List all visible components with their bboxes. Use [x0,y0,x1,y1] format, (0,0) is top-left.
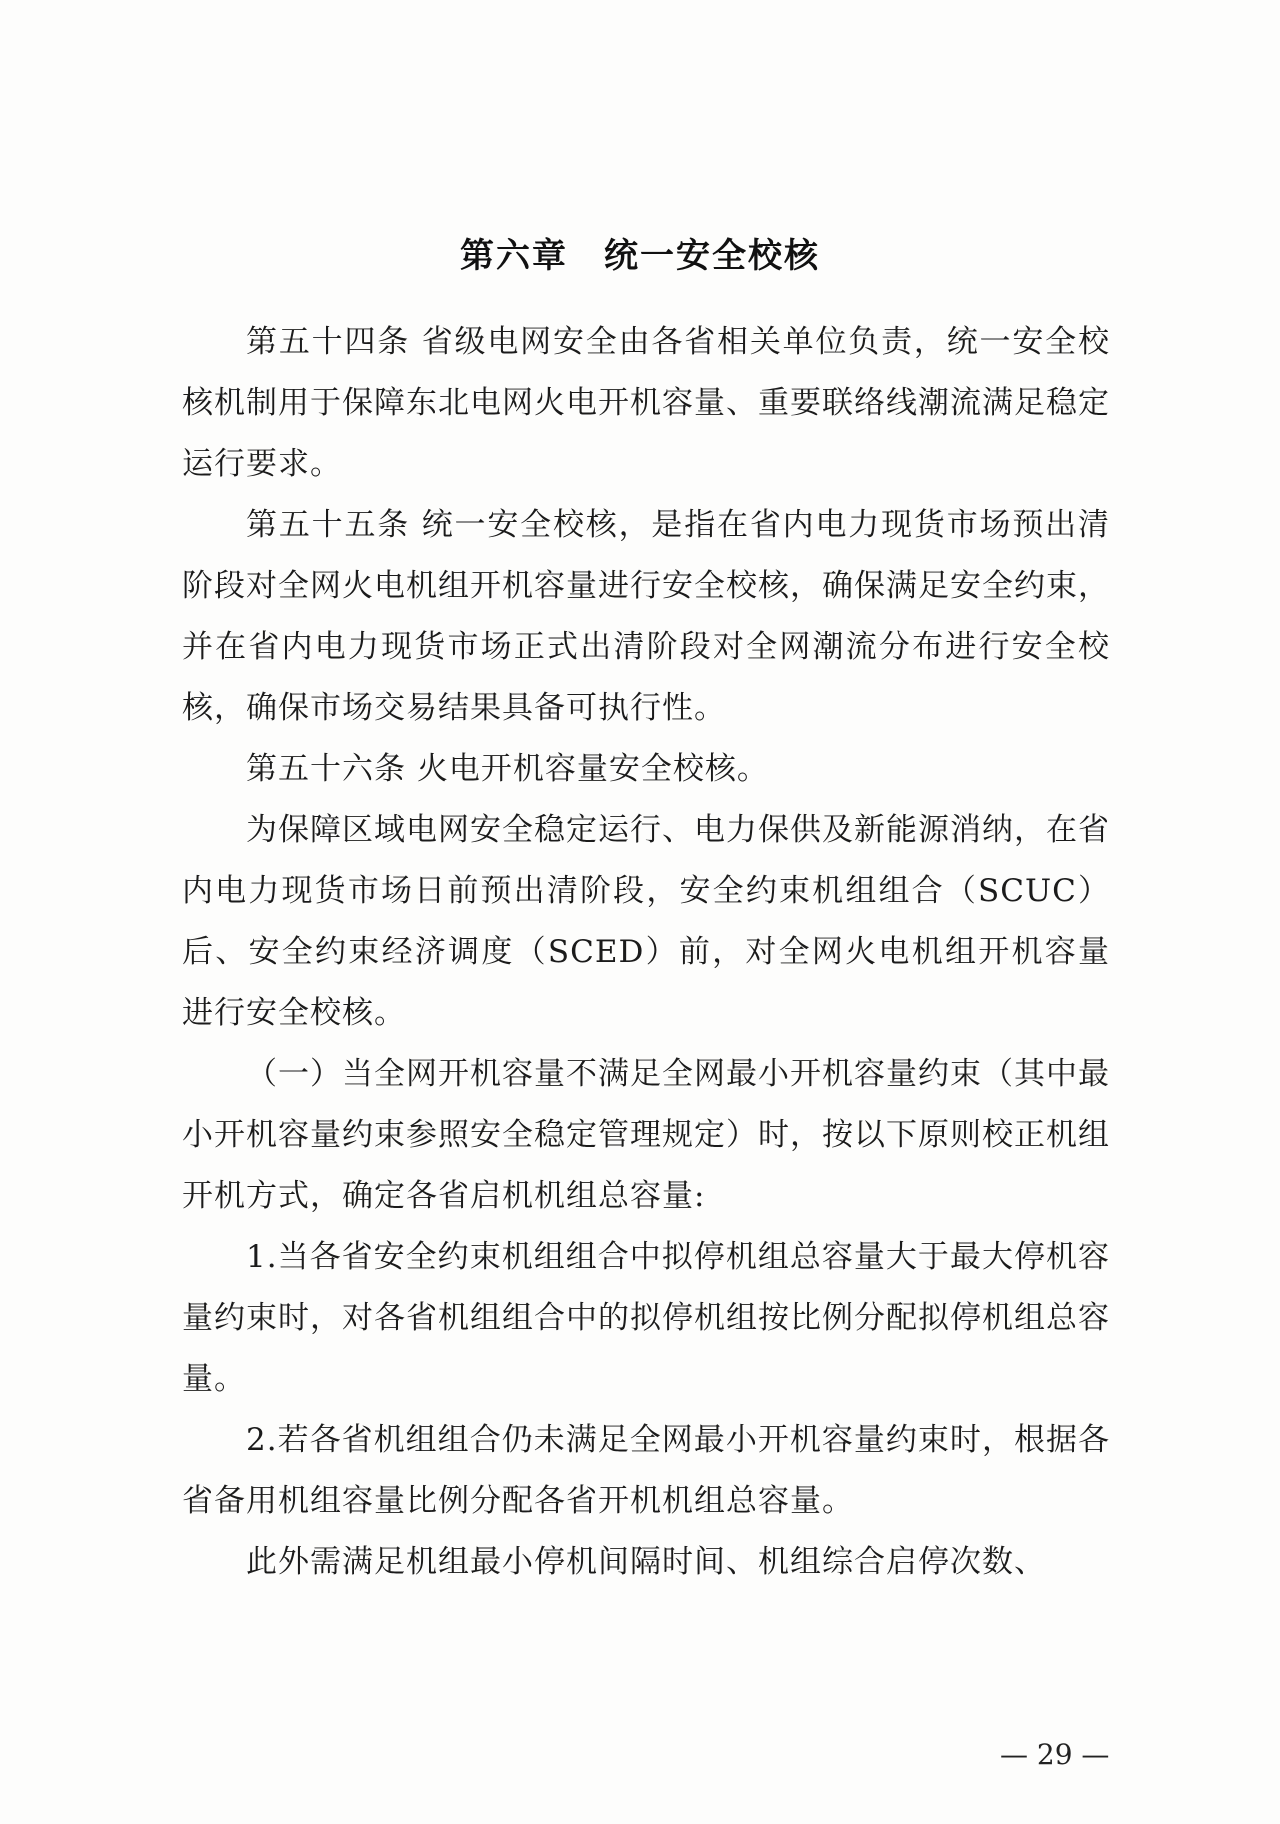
continuation-paragraph: 此外需满足机组最小停机间隔时间、机组综合启停次数、 [246,1544,1046,1580]
chapter-title: 第六章 统一安全校核 [460,236,820,276]
item-1-paragraph: 1.当各省安全约束机组组合中拟停机组总容量大于最大停机容量约束时，对各省机组组合中的拟停机组按比例分配拟停机组总容量。 [182,1239,1110,1397]
article-56-intro-paragraph: 为保障区域电网安全稳定运行、电力保供及新能源消纳，在省内电力现货市场日前预出清阶段，安全约束机组组合（SCUC）后、安全约束经济调度（SCED）前，对全网火电机组开机容量进行安全校核。 [182,812,1110,1031]
article-56-heading: 第五十六条 火电开机容量安全校核。 [246,751,769,787]
item-2-paragraph: 2.若各省机组组合仍未满足全网最小开机容量约束时，根据各省备用机组容量比例分配各省开机机组总容量。 [182,1422,1110,1519]
article-54-paragraph: 第五十四条 省级电网安全由各省相关单位负责，统一安全校核机制用于保障东北电网火电开机容量、重要联络线潮流满足稳定运行要求。 [182,324,1110,482]
article-55-paragraph: 第五十五条 统一安全校核，是指在省内电力现货市场预出清阶段对全网火电机组开机容量进行安全校核，确保满足安全约束，并在省内电力现货市场正式出清阶段对全网潮流分布进行安全校核，确保市场交易结果具备可执行性。 [182,507,1110,726]
page-number: — 29 — [1000,1738,1110,1771]
clause-1-paragraph: （一）当全网开机容量不满足全网最小开机容量约束（其中最小开机容量约束参照安全稳定管理规定）时，按以下原则校正机组开机方式，确定各省启机机组总容量: [182,1056,1110,1214]
body-text [182,312,1110,1593]
